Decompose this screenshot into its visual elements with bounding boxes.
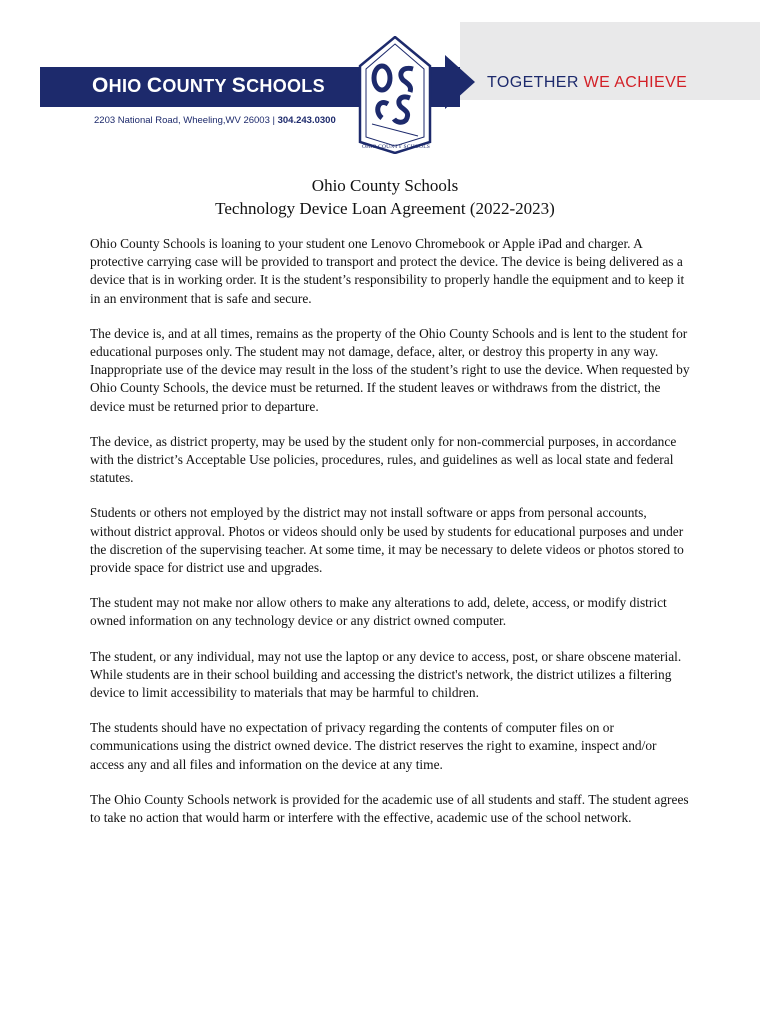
document-title-line-2: Technology Device Loan Agreement (2022-2023) (215, 199, 555, 218)
paragraph: Students or others not employed by the district may not install software or apps from personal accounts, without district approval. Photos or videos should only be used by students for educational purposes and under the discretion of the supervising teacher. At some time, it may be necessary to delete videos or photos stored to provide space for district use and upgrades. (90, 505, 684, 576)
org-phone: 304.243.0300 (277, 115, 336, 126)
document-body (90, 235, 690, 844)
paragraph: Ohio County Schools is loaning to your student one Lenovo Chromebook or Apple iPad and charger. A protective carrying case will be provided to transport and protect the device. The device is being delivered as a device that is in working order. It is the student’s responsibility to properly handle the equipment and to keep it in an environment that is safe and secure. (90, 236, 685, 306)
paragraph: The students should have no expectation of privacy regarding the contents of computer files on or communications using the district owned device. The district reserves the right to examine, inspect and/or access any and all files and information on the device at any time. (90, 720, 657, 772)
tagline: TOGETHER WE ACHIEVE (487, 74, 688, 91)
letterhead (0, 0, 770, 165)
org-address: 2203 National Road, Wheeling,WV 26003 | 304.243.0300 (94, 115, 336, 126)
org-name: OHIO COUNTY SCHOOLS (92, 74, 325, 97)
logo-caption: OHIO COUNTY SCHOOLS (361, 144, 431, 150)
paragraph: The Ohio County Schools network is provided for the academic use of all students and staff. The student agrees to take no action that would harm or interfere with the effective, academic use of the school network. (90, 791, 689, 826)
ocs-logo-icon (358, 36, 432, 154)
paragraph: The student, or any individual, may not use the laptop or any device to access, post, or share obscene material. While students are in their school building and accessing the district's network, the district utilizes a filtering device to limit accessibility to materials that may be harmful to children. (90, 648, 682, 701)
document-title (0, 174, 770, 220)
paragraph: The student may not make nor allow others to make any alterations to add, delete, access, or modify district owned information on any technology device or any district owned computer. (90, 595, 667, 629)
document-title-line-1: Ohio County Schools (311, 176, 459, 195)
paragraph: The device, as district property, may be used by the student only for non-commercial purposes, in accordance with the district’s Acceptable Use policies, procedures, rules, and guidelines as well as local state and federal statutes. (90, 433, 677, 486)
paragraph: The device is, and at all times, remains as the property of the Ohio County Schools and is lent to the student for educational purposes only. The student may not damage, deface, alter, or destroy this property in any way. Inappropriate use of the device may result in the loss of the student’s right to use the device. When requested by Ohio County Schools, the device must be returned. If the student leaves or withdraws from the district, the device must be returned prior to departure. (90, 325, 690, 414)
